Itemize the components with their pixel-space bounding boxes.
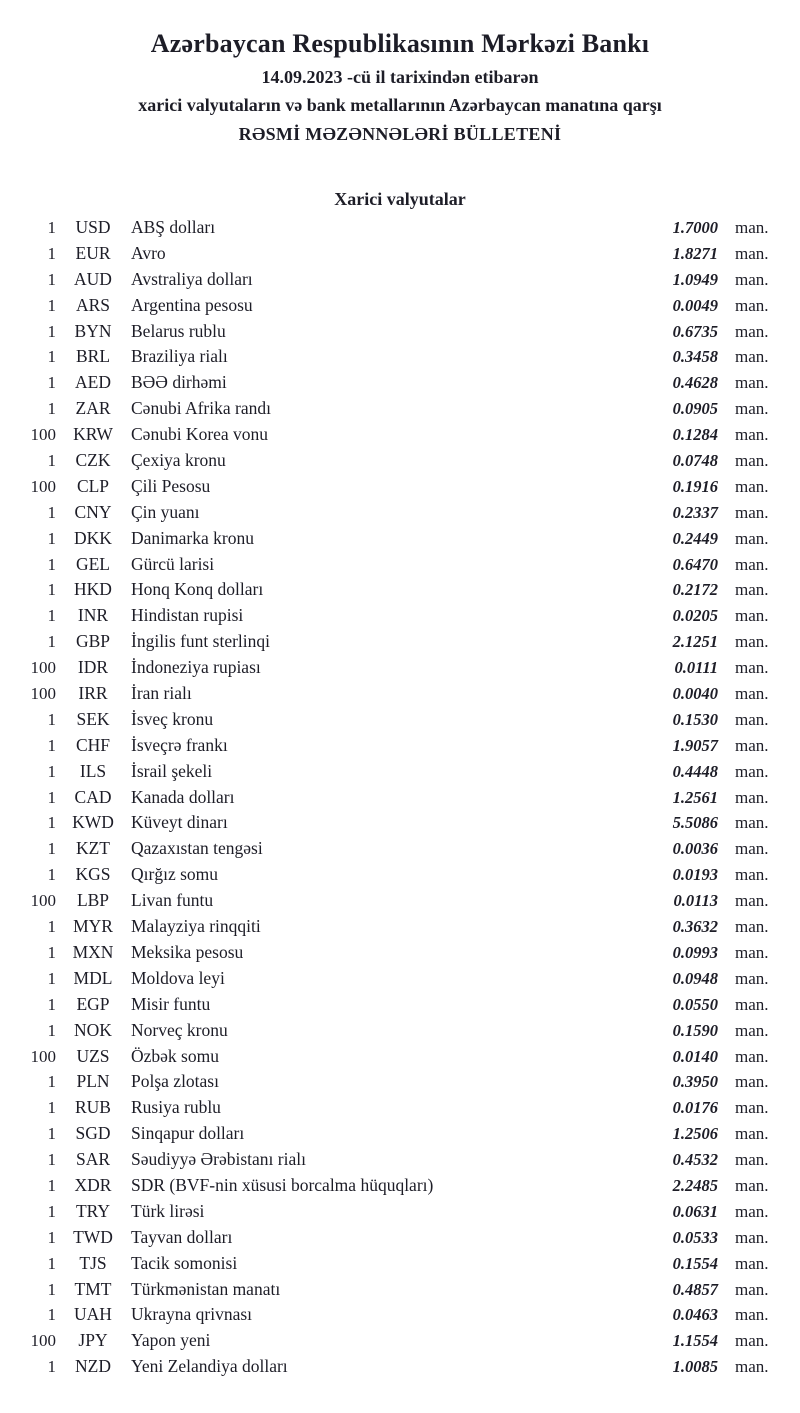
- quantity-cell: 1: [47, 1175, 56, 1195]
- currency-code-cell: ARS: [75, 294, 111, 315]
- currency-name-cell: Braziliya rialı: [131, 346, 228, 367]
- currency-name-cell: Çili Pesosu: [131, 475, 211, 496]
- currency-name-cell: Moldova leyi: [131, 967, 225, 988]
- quantity-cell: 1: [47, 709, 56, 729]
- currency-code-cell: DKK: [74, 527, 112, 548]
- rate-row: [0, 810, 800, 836]
- rate-row: [0, 681, 800, 707]
- quantity-cell: 1: [47, 917, 56, 937]
- unit-cell: man.: [735, 606, 769, 626]
- rate-row: [0, 862, 800, 888]
- rate-value-cell: 1.7000: [672, 218, 718, 237]
- rate-value-cell: 0.1554: [672, 1253, 718, 1273]
- unit-cell: man.: [735, 1305, 769, 1325]
- quantity-cell: 1: [47, 1305, 56, 1325]
- currency-name-cell: İngilis funt sterlinqi: [131, 631, 271, 652]
- rate-row: [0, 603, 800, 629]
- rate-row: [0, 577, 800, 603]
- currency-name-cell: Meksika pesosu: [131, 941, 244, 962]
- quantity-cell: 1: [47, 1253, 56, 1273]
- currency-name-cell: Gürcü larisi: [131, 553, 215, 574]
- currency-code-cell: CAD: [74, 786, 112, 807]
- rate-row: [0, 267, 800, 293]
- currency-name-cell: Cənubi Korea vonu: [131, 424, 269, 445]
- unit-cell: man.: [735, 1175, 769, 1195]
- quantity-cell: 1: [47, 347, 56, 367]
- rate-value-cell: 0.0111: [674, 658, 718, 678]
- unit-cell: man.: [735, 451, 769, 471]
- currency-name-cell: ABŞ dolları: [131, 217, 216, 237]
- rate-row: [0, 215, 800, 241]
- quantity-cell: 1: [47, 218, 56, 237]
- rate-value-cell: 0.3458: [672, 347, 718, 367]
- quantity-cell: 100: [30, 891, 56, 911]
- unit-cell: man.: [735, 347, 769, 367]
- currency-code-cell: KZT: [75, 838, 111, 859]
- quantity-cell: 1: [47, 735, 56, 755]
- rate-row: [0, 992, 800, 1018]
- rate-value-cell: 0.2337: [672, 502, 718, 522]
- unit-cell: man.: [735, 1253, 769, 1273]
- unit-cell: man.: [735, 554, 769, 574]
- quantity-cell: 100: [30, 658, 56, 678]
- rate-row: [0, 655, 800, 681]
- currency-name-cell: Norveç kronu: [131, 1019, 228, 1040]
- unit-cell: man.: [735, 1227, 769, 1247]
- currency-name-cell: Səudiyyə Ərəbistanı rialı: [131, 1149, 306, 1170]
- rate-value-cell: 1.2561: [672, 787, 718, 807]
- rate-row: [0, 500, 800, 526]
- currency-name-cell: Danimarka kronu: [131, 527, 254, 548]
- unit-cell: man.: [735, 1150, 769, 1170]
- rate-value-cell: 0.1530: [672, 709, 718, 729]
- unit-cell: man.: [735, 502, 769, 522]
- quantity-cell: 1: [47, 399, 56, 419]
- currency-code-cell: MXN: [72, 941, 114, 962]
- currency-name-cell: SDR (BVF-nin xüsusi borcalma hüquqları): [131, 1174, 434, 1195]
- rate-value-cell: 1.0949: [672, 269, 718, 289]
- currency-code-cell: IDR: [77, 657, 109, 678]
- unit-cell: man.: [735, 942, 769, 962]
- rate-value-cell: 0.0140: [672, 1046, 718, 1066]
- currency-name-cell: Argentina pesosu: [131, 294, 253, 315]
- currency-name-cell: Livan funtu: [131, 890, 214, 911]
- currency-name-cell: İran rialı: [131, 683, 192, 704]
- currency-name-cell: Belarus rublu: [131, 320, 226, 341]
- currency-code-cell: EUR: [75, 242, 111, 263]
- rate-value-cell: 0.0905: [672, 399, 718, 419]
- unit-cell: man.: [735, 373, 769, 393]
- rate-value-cell: 0.4532: [672, 1150, 718, 1170]
- quantity-cell: 100: [30, 1046, 56, 1066]
- unit-cell: man.: [735, 1331, 769, 1351]
- unit-cell: man.: [735, 1046, 769, 1066]
- currency-code-cell: CHF: [75, 734, 111, 755]
- rate-row: [0, 888, 800, 914]
- rate-row: [0, 1069, 800, 1095]
- quantity-cell: 100: [30, 1331, 56, 1351]
- rate-row: [0, 1044, 800, 1070]
- rate-value-cell: 0.2449: [672, 528, 718, 548]
- currency-name-cell: İsrail şekeli: [131, 760, 213, 781]
- rate-value-cell: 0.0993: [672, 942, 718, 962]
- currency-name-cell: Hindistan rupisi: [131, 605, 244, 626]
- rate-row: [0, 396, 800, 422]
- quantity-cell: 1: [47, 1072, 56, 1092]
- rate-value-cell: 0.6470: [672, 554, 718, 574]
- quantity-cell: 1: [47, 1020, 56, 1040]
- currency-name-cell: Misir funtu: [131, 993, 211, 1014]
- unit-cell: man.: [735, 1098, 769, 1118]
- rate-row: [0, 1095, 800, 1121]
- currency-code-cell: NZD: [75, 1356, 111, 1377]
- currency-code-cell: TJS: [79, 1252, 107, 1273]
- currency-code-cell: SEK: [76, 708, 110, 729]
- unit-cell: man.: [735, 787, 769, 807]
- unit-cell: man.: [735, 1020, 769, 1040]
- section-title: Xarici valyutalar: [334, 189, 466, 209]
- unit-cell: man.: [735, 321, 769, 341]
- currency-code-cell: PLN: [76, 1071, 110, 1092]
- bank-title: Azərbaycan Respublikasının Mərkəzi Bankı: [150, 29, 650, 58]
- rate-value-cell: 0.0631: [672, 1201, 718, 1221]
- rate-value-cell: 0.6735: [672, 321, 718, 341]
- currency-code-cell: LBP: [76, 890, 110, 911]
- unit-cell: man.: [735, 968, 769, 988]
- quantity-cell: 100: [30, 425, 56, 445]
- currency-name-cell: Yapon yeni: [131, 1330, 211, 1351]
- bulletin-title: RƏSMİ MƏZƏNNƏLƏRİ BÜLLETENİ: [238, 124, 562, 144]
- rate-value-cell: 0.0040: [672, 684, 718, 704]
- rate-row: [0, 241, 800, 267]
- currency-name-cell: Qazaxıstan tengəsi: [131, 838, 263, 859]
- quantity-cell: 1: [47, 632, 56, 652]
- currency-name-cell: Çexiya kronu: [131, 450, 226, 471]
- rate-value-cell: 0.0533: [672, 1227, 718, 1247]
- currency-code-cell: CNY: [74, 501, 112, 522]
- currency-code-cell: USD: [75, 217, 111, 237]
- currency-code-cell: AUD: [74, 268, 112, 289]
- currency-code-cell: TRY: [75, 1200, 111, 1221]
- rate-row: [0, 344, 800, 370]
- unit-cell: man.: [735, 684, 769, 704]
- rate-value-cell: 0.4857: [672, 1279, 718, 1299]
- quantity-cell: 1: [47, 321, 56, 341]
- rate-row: [0, 1277, 800, 1303]
- rate-row: [0, 293, 800, 319]
- currency-name-cell: Özbək somu: [131, 1045, 219, 1066]
- unit-cell: man.: [735, 269, 769, 289]
- currency-code-cell: IRR: [78, 683, 108, 704]
- currency-code-cell: CLP: [76, 475, 110, 496]
- currency-name-cell: BƏƏ dirhəmi: [131, 372, 227, 393]
- currency-code-cell: INR: [77, 605, 109, 626]
- quantity-cell: 1: [47, 451, 56, 471]
- rate-row: [0, 422, 800, 448]
- quantity-cell: 1: [47, 1357, 56, 1377]
- rate-value-cell: 0.4448: [672, 761, 718, 781]
- unit-cell: man.: [735, 735, 769, 755]
- currency-code-cell: MYR: [73, 916, 113, 937]
- rate-value-cell: 0.0748: [672, 451, 718, 471]
- rate-value-cell: 0.0176: [672, 1098, 718, 1118]
- rate-row: [0, 759, 800, 785]
- quantity-cell: 1: [47, 373, 56, 393]
- rate-row: [0, 1173, 800, 1199]
- rate-value-cell: 5.5086: [672, 813, 718, 833]
- currency-code-cell: ZAR: [75, 398, 111, 419]
- currency-name-cell: Küveyt dinarı: [131, 812, 228, 833]
- effective-date-line: 14.09.2023 -cü il tarixindən etibarən: [261, 67, 539, 87]
- unit-cell: man.: [735, 399, 769, 419]
- quantity-cell: 1: [47, 1150, 56, 1170]
- currency-code-cell: XDR: [74, 1174, 112, 1195]
- rate-value-cell: 2.2485: [672, 1175, 718, 1195]
- rate-row: [0, 940, 800, 966]
- currency-name-cell: Qırğız somu: [131, 864, 219, 885]
- unit-cell: man.: [735, 1072, 769, 1092]
- unit-cell: man.: [735, 1124, 769, 1144]
- currency-code-cell: CZK: [75, 450, 111, 471]
- unit-cell: man.: [735, 994, 769, 1014]
- rate-value-cell: 0.3632: [672, 917, 718, 937]
- currency-name-cell: İsveç kronu: [131, 708, 214, 729]
- currency-code-cell: HKD: [74, 579, 112, 600]
- currency-name-cell: Cənubi Afrika randı: [131, 398, 271, 419]
- quantity-cell: 1: [47, 528, 56, 548]
- rates-table: [0, 215, 800, 1380]
- rate-row: [0, 1302, 800, 1328]
- currency-name-cell: Çin yuanı: [131, 501, 200, 522]
- rate-row: [0, 966, 800, 992]
- rate-row: [0, 319, 800, 345]
- currency-code-cell: TWD: [73, 1226, 113, 1247]
- currency-code-cell: KWD: [72, 812, 114, 833]
- rate-value-cell: 1.0085: [672, 1357, 718, 1377]
- rate-row: [0, 526, 800, 552]
- unit-cell: man.: [735, 425, 769, 445]
- rate-value-cell: 0.0113: [673, 891, 718, 911]
- quantity-cell: 1: [47, 295, 56, 315]
- currency-code-cell: KRW: [73, 424, 113, 445]
- currency-name-cell: Sinqapur dolları: [131, 1123, 245, 1144]
- rate-row: [0, 629, 800, 655]
- currency-code-cell: UAH: [74, 1304, 112, 1325]
- quantity-cell: 1: [47, 1124, 56, 1144]
- rate-value-cell: 1.8271: [672, 243, 718, 263]
- rate-row: [0, 1018, 800, 1044]
- currency-code-cell: NOK: [74, 1019, 112, 1040]
- rate-value-cell: 0.0205: [672, 606, 718, 626]
- currency-name-cell: Ukrayna qrivnası: [131, 1304, 253, 1325]
- unit-cell: man.: [735, 865, 769, 885]
- rate-value-cell: 0.1916: [672, 476, 718, 496]
- currency-code-cell: AED: [75, 372, 111, 393]
- currency-code-cell: KGS: [75, 864, 111, 885]
- currency-name-cell: Avro: [131, 242, 166, 263]
- currency-name-cell: Türkmənistan manatı: [131, 1278, 281, 1299]
- quantity-cell: 1: [47, 839, 56, 859]
- currency-code-cell: MDL: [73, 967, 113, 988]
- currency-code-cell: GBP: [75, 631, 111, 652]
- quantity-cell: 1: [47, 606, 56, 626]
- rate-row: [0, 836, 800, 862]
- rate-value-cell: 0.1590: [672, 1020, 718, 1040]
- unit-cell: man.: [735, 1357, 769, 1377]
- currency-name-cell: Kanada dolları: [131, 786, 235, 807]
- quantity-cell: 1: [47, 554, 56, 574]
- rate-row: [0, 1328, 800, 1354]
- unit-cell: man.: [735, 891, 769, 911]
- quantity-cell: 1: [47, 502, 56, 522]
- rate-row: [0, 707, 800, 733]
- unit-cell: man.: [735, 218, 769, 237]
- quantity-cell: 1: [47, 243, 56, 263]
- bulletin-header: [0, 0, 800, 145]
- unit-cell: man.: [735, 295, 769, 315]
- rate-value-cell: 1.2506: [672, 1124, 718, 1144]
- currency-name-cell: Rusiya rublu: [131, 1097, 221, 1118]
- unit-cell: man.: [735, 658, 769, 678]
- unit-cell: man.: [735, 1201, 769, 1221]
- currency-code-cell: JPY: [78, 1330, 108, 1351]
- unit-cell: man.: [735, 761, 769, 781]
- quantity-cell: 1: [47, 1279, 56, 1299]
- rate-value-cell: 1.9057: [672, 735, 718, 755]
- rate-value-cell: 0.0463: [672, 1305, 718, 1325]
- currency-name-cell: İndoneziya rupiası: [131, 657, 261, 678]
- unit-cell: man.: [735, 528, 769, 548]
- currency-code-cell: ILS: [79, 760, 107, 781]
- rate-row: [0, 1251, 800, 1277]
- currency-code-cell: BYN: [74, 320, 112, 341]
- rate-value-cell: 0.0193: [672, 865, 718, 885]
- rate-value-cell: 0.1284: [672, 425, 718, 445]
- quantity-cell: 1: [47, 269, 56, 289]
- rate-row: [0, 1225, 800, 1251]
- currency-code-cell: UZS: [76, 1045, 110, 1066]
- rate-value-cell: 0.0550: [672, 994, 718, 1014]
- quantity-cell: 1: [47, 761, 56, 781]
- currency-name-cell: İsveçrə frankı: [131, 734, 228, 755]
- currency-name-cell: Polşa zlotası: [131, 1071, 219, 1092]
- quantity-cell: 100: [30, 684, 56, 704]
- rate-value-cell: 1.1554: [672, 1331, 718, 1351]
- rate-row: [0, 733, 800, 759]
- unit-cell: man.: [735, 709, 769, 729]
- quantity-cell: 1: [47, 865, 56, 885]
- rate-row: [0, 1147, 800, 1173]
- quantity-cell: 1: [47, 942, 56, 962]
- rate-row: [0, 914, 800, 940]
- currency-name-cell: Malayziya rinqqiti: [131, 916, 261, 937]
- currency-code-cell: SAR: [75, 1149, 111, 1170]
- quantity-cell: 1: [47, 580, 56, 600]
- quantity-cell: 1: [47, 968, 56, 988]
- rate-value-cell: 2.1251: [672, 632, 718, 652]
- unit-cell: man.: [735, 839, 769, 859]
- rate-row: [0, 552, 800, 578]
- rate-value-cell: 0.4628: [672, 373, 718, 393]
- currency-code-cell: TMT: [74, 1278, 112, 1299]
- currency-name-cell: Türk lirəsi: [131, 1200, 205, 1221]
- quantity-cell: 1: [47, 787, 56, 807]
- quantity-cell: 1: [47, 1098, 56, 1118]
- currency-name-cell: Yeni Zelandiya dolları: [131, 1356, 288, 1377]
- unit-cell: man.: [735, 243, 769, 263]
- currency-name-cell: Honq Konq dolları: [131, 579, 264, 600]
- rate-value-cell: 0.0049: [672, 295, 718, 315]
- unit-cell: man.: [735, 476, 769, 496]
- unit-cell: man.: [735, 917, 769, 937]
- unit-cell: man.: [735, 1279, 769, 1299]
- rate-value-cell: 0.2172: [672, 580, 718, 600]
- rate-value-cell: 0.3950: [672, 1072, 718, 1092]
- quantity-cell: 100: [30, 476, 56, 496]
- quantity-cell: 1: [47, 994, 56, 1014]
- currency-code-cell: EGP: [76, 993, 110, 1014]
- rate-row: [0, 448, 800, 474]
- quantity-cell: 1: [47, 813, 56, 833]
- currency-name-cell: Tayvan dolları: [131, 1226, 233, 1247]
- rate-row: [0, 1199, 800, 1225]
- currency-code-cell: BRL: [75, 346, 111, 367]
- currency-name-cell: Avstraliya dolları: [131, 268, 253, 289]
- rate-value-cell: 0.0948: [672, 968, 718, 988]
- currency-code-cell: RUB: [75, 1097, 111, 1118]
- rate-row: [0, 370, 800, 396]
- rate-value-cell: 0.0036: [672, 839, 718, 859]
- unit-cell: man.: [735, 813, 769, 833]
- quantity-cell: 1: [47, 1227, 56, 1247]
- quantity-cell: 1: [47, 1201, 56, 1221]
- rate-row: [0, 785, 800, 811]
- unit-cell: man.: [735, 580, 769, 600]
- currency-code-cell: GEL: [75, 553, 111, 574]
- currency-name-cell: Tacik somonisi: [131, 1252, 238, 1273]
- unit-cell: man.: [735, 632, 769, 652]
- currency-code-cell: SGD: [75, 1123, 111, 1144]
- rate-row: [0, 474, 800, 500]
- rate-row: [0, 1121, 800, 1147]
- rate-row: [0, 1354, 800, 1380]
- subject-line: xarici valyutaların və bank metallarının Azərbaycan manatına qarşı: [138, 95, 662, 115]
